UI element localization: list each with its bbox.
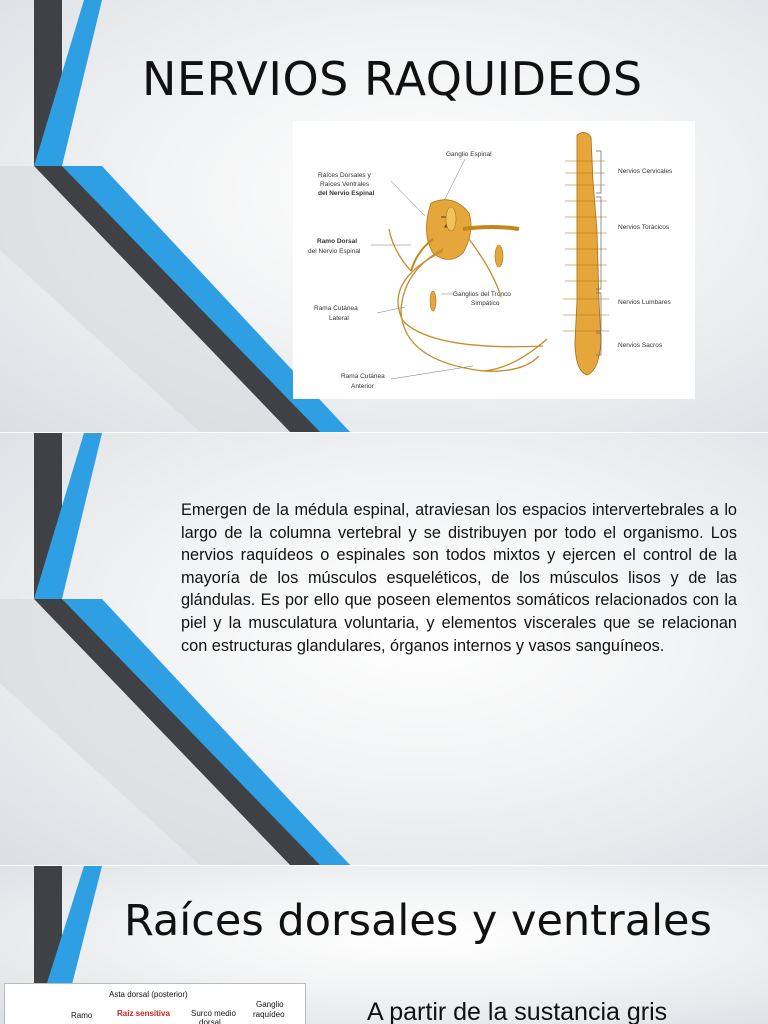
label-raices-1: Raíces Dorsales y [318,172,371,179]
figure-label-ganglio-2: raquídeo [253,1010,285,1019]
slide-paragraph: Emergen de la médula espinal, atraviesan los espacios intervertebrales a lo largo de la columna vertebral y se distribuyen por todo el organismo. Los nervios raquídeos o espinales son todos mixtos y ejercen el control de la mayoría de los músculos esqueléticos, de los músculos lisos y de las glándulas. Es por ello que poseen elementos somáticos relacionados con la piel y la musculatura voluntaria, y elementos viscerales que se relacionan con estructuras glandulares, órganos internos y vasos sanguíneos. [181,501,737,655]
label-ganglios-tronco-2: Simpático [471,300,500,307]
label-ramo-dorsal-2: del Nervio Espinal [308,248,361,255]
roots-figure [4,983,306,1024]
label-ganglios-tronco-1: Ganglios del Tronco [453,291,511,298]
label-rama-lateral-2: Lateral [329,315,349,322]
label-rama-lateral-1: Rama Cutánea [314,305,358,312]
spinal-nerve-figure [293,121,695,399]
slide-1 [0,0,768,432]
spine-illustration [563,132,609,375]
figure-label-surco-1: Surco medio [191,1009,236,1018]
slide-3 [0,866,768,1024]
label-nervios-toracicos: Nervios Torácicos [618,224,670,231]
slide-partial-text: A partir de la sustancia gris [367,998,668,1024]
leader-lines [371,159,473,379]
figure-label-ramo: Ramo [71,1011,93,1020]
figure-label-raiz-sensitiva: Raíz sensitiva [117,1009,170,1018]
slide-2 [0,433,768,865]
figure-label-surco-2: dorsal [199,1018,221,1024]
label-nervios-lumbares: Nervios Lumbares [618,299,671,306]
slide-title: NERVIOS RAQUIDEOS [142,52,643,106]
nerve-branches [389,229,547,371]
figure-label-ganglio-1: Ganglio [256,1000,284,1009]
label-rama-anterior-2: Anterior [351,383,374,390]
label-raices-2: Raíces Ventrales [320,181,370,188]
figure-label-asta-dorsal: Asta dorsal (posterior) [109,990,188,999]
label-ramo-dorsal-1: Ramo Dorsal [317,238,358,245]
spinal-nerve-diagram [293,121,695,399]
label-ganglio-espinal: Ganglio Espinal [446,151,492,158]
label-rama-anterior-1: Rama Cutánea [341,373,385,380]
label-nervios-cervicales: Nervios Cervicales [618,168,673,175]
slide-title: Raíces dorsales y ventrales [124,896,712,946]
label-nervios-sacros: Nervios Sacros [618,342,663,349]
label-raices-3: del Nervio Espinal [318,190,375,197]
